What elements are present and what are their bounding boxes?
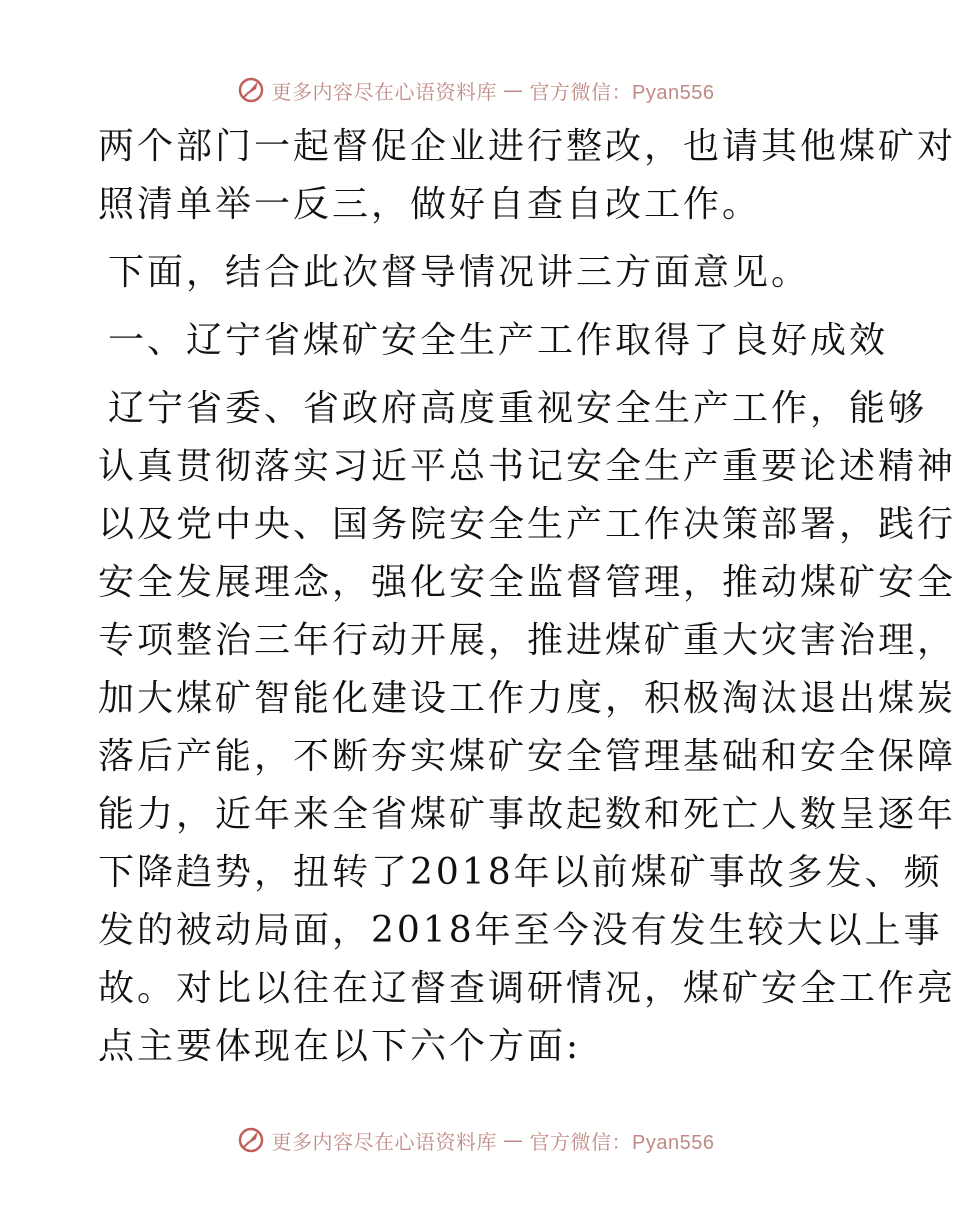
- paragraph-3: [98, 380, 956, 1076]
- text-line: 安全发展理念，强化安全监督管理，推动煤矿安全: [98, 562, 956, 603]
- text-line: 下降趋势，扭转了2018年以前煤矿事故多发、频: [98, 852, 943, 893]
- watermark-separator: —: [503, 78, 524, 102]
- text-line: 两个部门一起督促企业进行整改，也请其他煤矿对: [98, 126, 956, 167]
- text-line: 辽宁省委、省政府高度重视安全生产工作，能够: [108, 388, 928, 429]
- text-line: 能力，近年来全省煤矿事故起数和死亡人数呈逐年: [98, 794, 956, 835]
- header-watermark: [0, 70, 950, 110]
- document-body: [98, 118, 956, 1076]
- text-line: 故。对比以往在辽督查调研情况，煤矿安全工作亮: [98, 968, 956, 1009]
- section-heading: [98, 312, 889, 370]
- watermark-text: 更多内容尽在心语资料库: [271, 1129, 498, 1154]
- paragraph-2: [98, 244, 858, 302]
- text-line: 专项整治三年行动开展，推进煤矿重大灾害治理，: [98, 620, 956, 661]
- paragraph-1: [98, 118, 956, 234]
- watermark-text: 更多内容尽在心语资料库: [271, 79, 498, 104]
- watermark-content: [236, 75, 715, 105]
- text-line: 下面，结合此次督导情况讲三方面意见。: [108, 252, 811, 293]
- text-line: 落后产能，不断夯实煤矿安全管理基础和安全保障: [98, 736, 956, 777]
- watermark-suffix: 官方微信：Pyan556: [529, 1131, 715, 1154]
- watermark-separator: —: [503, 1128, 524, 1152]
- text-line: 照清单举一反三，做好自查自改工作。: [98, 184, 762, 225]
- text-line: 发的被动局面，2018年至今没有发生较大以上事: [98, 910, 943, 951]
- text-line: 认真贯彻落实习近平总书记安全生产重要论述精神: [98, 446, 956, 487]
- text-line: 点主要体现在以下六个方面:: [98, 1026, 582, 1067]
- watermark-content: [236, 1125, 715, 1155]
- text-line: 以及党中央、国务院安全生产工作决策部署，践行: [98, 504, 956, 545]
- quill-logo-icon: [236, 1125, 266, 1155]
- watermark-suffix: 官方微信：Pyan556: [529, 81, 715, 104]
- heading-line: 一、辽宁省煤矿安全生产工作取得了良好成效: [108, 320, 889, 361]
- quill-logo-icon: [236, 75, 266, 105]
- footer-watermark: [0, 1120, 950, 1160]
- text-line: 加大煤矿智能化建设工作力度，积极淘汰退出煤炭: [98, 678, 956, 719]
